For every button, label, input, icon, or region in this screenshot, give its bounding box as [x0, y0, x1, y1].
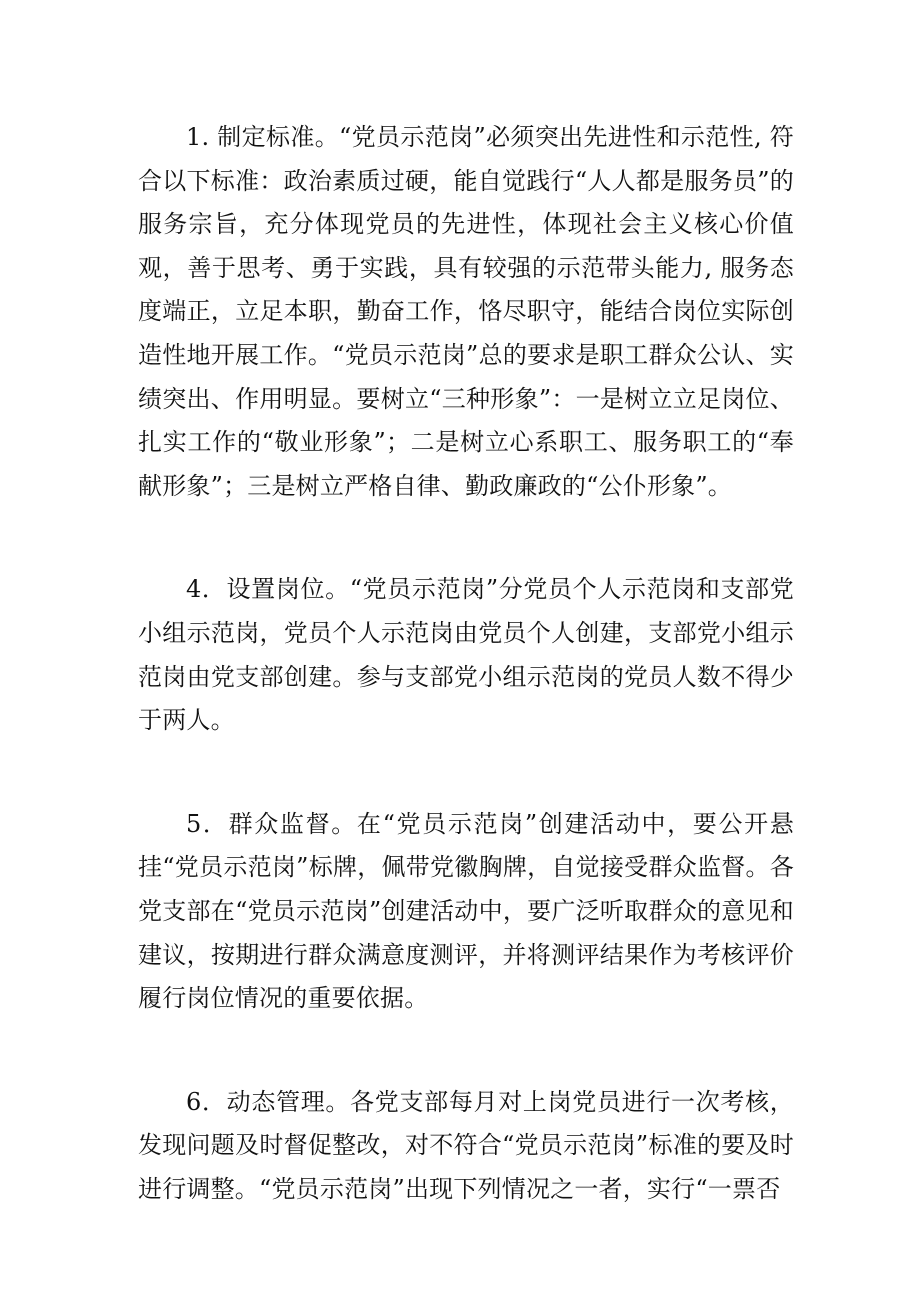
- paragraph-standards: 1. 制定标准。“党员示范岗”必须突出先进性和示范性, 符合以下标准：政治素质过硬，能自觉践行“人人都是服务员”的服务宗旨，充分体现党员的先进性，体现社会主义核心价值观，善于思考、勇于实践，具有较强的示范带头能力, 服务态度端正，立足本职，勤奋工作，恪尽职守，能结合岗位实际创造性地开展工作。“党员示范岗”总的要求是职工群众公认、实绩突出、作用明显。要树立“三种形象”：一是树立立足岗位、扎实工作的“敬业形象”；二是树立心系职工、服务职工的“奉献形象”；三是树立严格自律、勤政廉政的“公仆形象”。: [138, 123, 794, 500]
- paragraph-dynamic-management: 6．动态管理。各党支部每月对上岗党员进行一次考核，发现问题及时督促整改，对不符合“党员示范岗”标准的要及时进行调整。“党员示范岗”出现下列情况之一者，实行“一票否: [138, 1087, 794, 1203]
- paragraph-supervision: 5．群众监督。在“党员示范岗”创建活动中，要公开悬挂“党员示范岗”标牌，佩带党徽胸牌，自觉接受群众监督。各党支部在“党员示范岗”创建活动中，要广泛听取群众的意见和建议，按期进行群众满意度测评，并将测评结果作为考核评价履行岗位情况的重要依据。: [138, 809, 794, 1013]
- document-page: [138, 116, 794, 1211]
- paragraph-post-setup: 4．设置岗位。“党员示范岗”分党员个人示范岗和支部党小组示范岗，党员个人示范岗由党员个人创建，支部党小组示范岗由党支部创建。参与支部党小组示范岗的党员人数不得少于两人。: [138, 575, 794, 735]
